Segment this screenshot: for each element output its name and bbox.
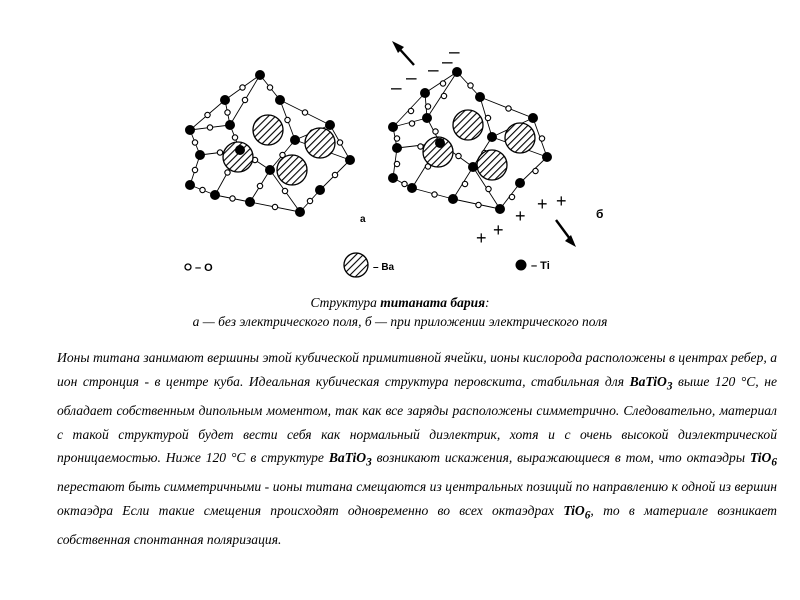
titanium-ion — [388, 173, 398, 183]
titanium-ion — [290, 135, 300, 145]
plus-sign: + — [537, 194, 548, 214]
formula: TiO — [749, 450, 772, 466]
oxygen-ion — [402, 181, 407, 186]
body-paragraph: Ионы титана занимают вершины этой кубической примитивной ячейки, ионы кислорода расположены в центрах ребер, а ион стронция - в центре куба. Идеальная кубическая структура перовскита, стабильная для BaTiO$_3$ выше 120 °С, не обладает собственным дипольным моментом, так как все заряды расположены симметрично. Следовательно, материал с такой структурой будет вести себя как нормальный диэлектрик, хотя и с очень высокой диэлектрической проницаемостью. Ниже 120 °С в структуре BaTiO$_3$ возникают искажения, выражающиеся в том, что октаэдры TiO$_6$ перестают быть симметричными - ионы титана смещаются из центральных позиций по направлению к одной из вершин октаэдра Если такие смещения происходят одновременно во всех октаэдрах TiO$_6$, то в материале возникает собственная спонтанная поляризация. — [57, 350, 777, 548]
titanium-ion — [220, 95, 230, 105]
titanium-ion — [528, 113, 538, 123]
oxygen-ion — [192, 167, 197, 172]
oxygen-ion — [468, 83, 473, 88]
oxygen-ion — [332, 172, 337, 177]
minus-sign: – — [449, 42, 460, 63]
oxygen-ion — [432, 192, 437, 197]
oxygen-ion — [486, 186, 491, 191]
titanium-ion — [325, 120, 335, 130]
oxygen-ion — [337, 140, 342, 145]
minus-sign: – — [442, 52, 453, 73]
minus-sign: – — [391, 78, 402, 99]
oxygen-ion — [456, 153, 461, 158]
oxygen-ion — [232, 135, 237, 140]
oxygen-ion — [242, 97, 247, 102]
oxygen-ion — [207, 125, 212, 130]
barium-ion — [305, 128, 335, 158]
titanium-ion — [435, 138, 445, 148]
titanium-ion — [185, 125, 195, 135]
barium-ion — [253, 115, 283, 145]
oxygen-ion — [433, 129, 438, 134]
oxygen-ion — [205, 112, 210, 117]
oxygen-ion — [441, 93, 446, 98]
titanium-ion — [468, 162, 478, 172]
oxygen-ion — [394, 136, 399, 141]
barium-ion-icon — [344, 253, 368, 277]
titanium-ion — [235, 145, 245, 155]
oxygen-ion — [485, 115, 490, 120]
oxygen-ion — [462, 181, 467, 186]
figure-caption-title: Структура титаната бария: — [310, 295, 490, 310]
titanium-ion — [210, 190, 220, 200]
figure-caption-subtitle: а — без электрического поля, б — при приложении электрического поля — [192, 314, 608, 329]
titanium-ion — [255, 70, 265, 80]
barium-ion — [505, 123, 535, 153]
plus-sign: + — [556, 191, 567, 211]
oxygen-ion — [302, 110, 307, 115]
oxygen-ion — [285, 117, 290, 122]
oxygen-ion — [225, 110, 230, 115]
titanium-ion — [448, 194, 458, 204]
legend-oxygen-label: – O — [195, 262, 213, 274]
oxygen-ion — [272, 204, 277, 209]
titanium-ion — [265, 165, 275, 175]
legend-titanium — [516, 260, 550, 273]
titanium-ion — [495, 204, 505, 214]
oxygen-ion — [418, 144, 423, 149]
titanium-ion-icon — [516, 260, 527, 271]
barium-ion — [277, 155, 307, 185]
oxygen-ion — [307, 198, 312, 203]
oxygen-ion — [240, 85, 245, 90]
panel-a-label: a — [360, 214, 366, 225]
oxygen-ion — [509, 194, 514, 199]
oxygen-ion — [267, 85, 272, 90]
titanium-ion — [407, 183, 417, 193]
oxygen-ion — [408, 108, 413, 113]
oxygen-ion-icon — [185, 264, 191, 270]
oxygen-ion — [394, 161, 399, 166]
plus-sign: + — [476, 228, 487, 248]
plus-sign: + — [515, 206, 526, 226]
titanium-ion — [422, 113, 432, 123]
field-arrow-up-left-icon — [392, 41, 414, 65]
oxygen-ion — [533, 168, 538, 173]
titanium-ion — [475, 92, 485, 102]
formula: TiO — [563, 503, 585, 518]
oxygen-ion — [200, 187, 205, 192]
barium-titanate-structure-figure — [170, 30, 610, 285]
titanium-ion — [542, 152, 552, 162]
structure-panel-b — [388, 67, 552, 214]
positive-charges — [476, 191, 567, 248]
titanium-ion — [345, 155, 355, 165]
caption-compound-name: титаната бария — [380, 295, 486, 310]
titanium-ion — [295, 207, 305, 217]
plus-sign: + — [493, 220, 504, 240]
legend-barium-label: – Ba — [373, 262, 395, 273]
field-arrow-down-right-icon — [556, 220, 576, 247]
titanium-ion — [195, 150, 205, 160]
titanium-ion — [420, 88, 430, 98]
oxygen-ion — [257, 183, 262, 188]
formula: BaTiO — [629, 373, 667, 389]
titanium-ion — [225, 120, 235, 130]
oxygen-ion — [440, 81, 445, 86]
titanium-ion — [487, 132, 497, 142]
titanium-ion — [185, 180, 195, 190]
oxygen-ion — [409, 121, 414, 126]
titanium-ion — [392, 143, 402, 153]
titanium-ion — [245, 197, 255, 207]
minus-sign: – — [406, 68, 417, 89]
structure-panel-a — [185, 70, 355, 217]
oxygen-ion — [217, 150, 222, 155]
barium-ion — [477, 150, 507, 180]
formula: BaTiO — [328, 450, 367, 466]
titanium-ion — [515, 178, 525, 188]
oxygen-ion — [539, 136, 544, 141]
titanium-ion — [315, 185, 325, 195]
oxygen-ion — [282, 188, 287, 193]
oxygen-ion — [230, 196, 235, 201]
titanium-ion — [275, 95, 285, 105]
oxygen-ion — [192, 140, 197, 145]
legend-oxygen — [185, 262, 213, 274]
barium-ion — [453, 110, 483, 140]
oxygen-ion — [425, 104, 430, 109]
oxygen-ion — [506, 106, 511, 111]
legend-barium — [344, 253, 395, 277]
titanium-ion — [388, 122, 398, 132]
oxygen-ion — [476, 202, 481, 207]
legend-titanium-label: – Ti — [531, 260, 550, 272]
oxygen-ion — [225, 170, 230, 175]
panel-b-label: б — [596, 207, 604, 221]
minus-sign: – — [428, 60, 439, 81]
titanium-ion — [452, 67, 462, 77]
